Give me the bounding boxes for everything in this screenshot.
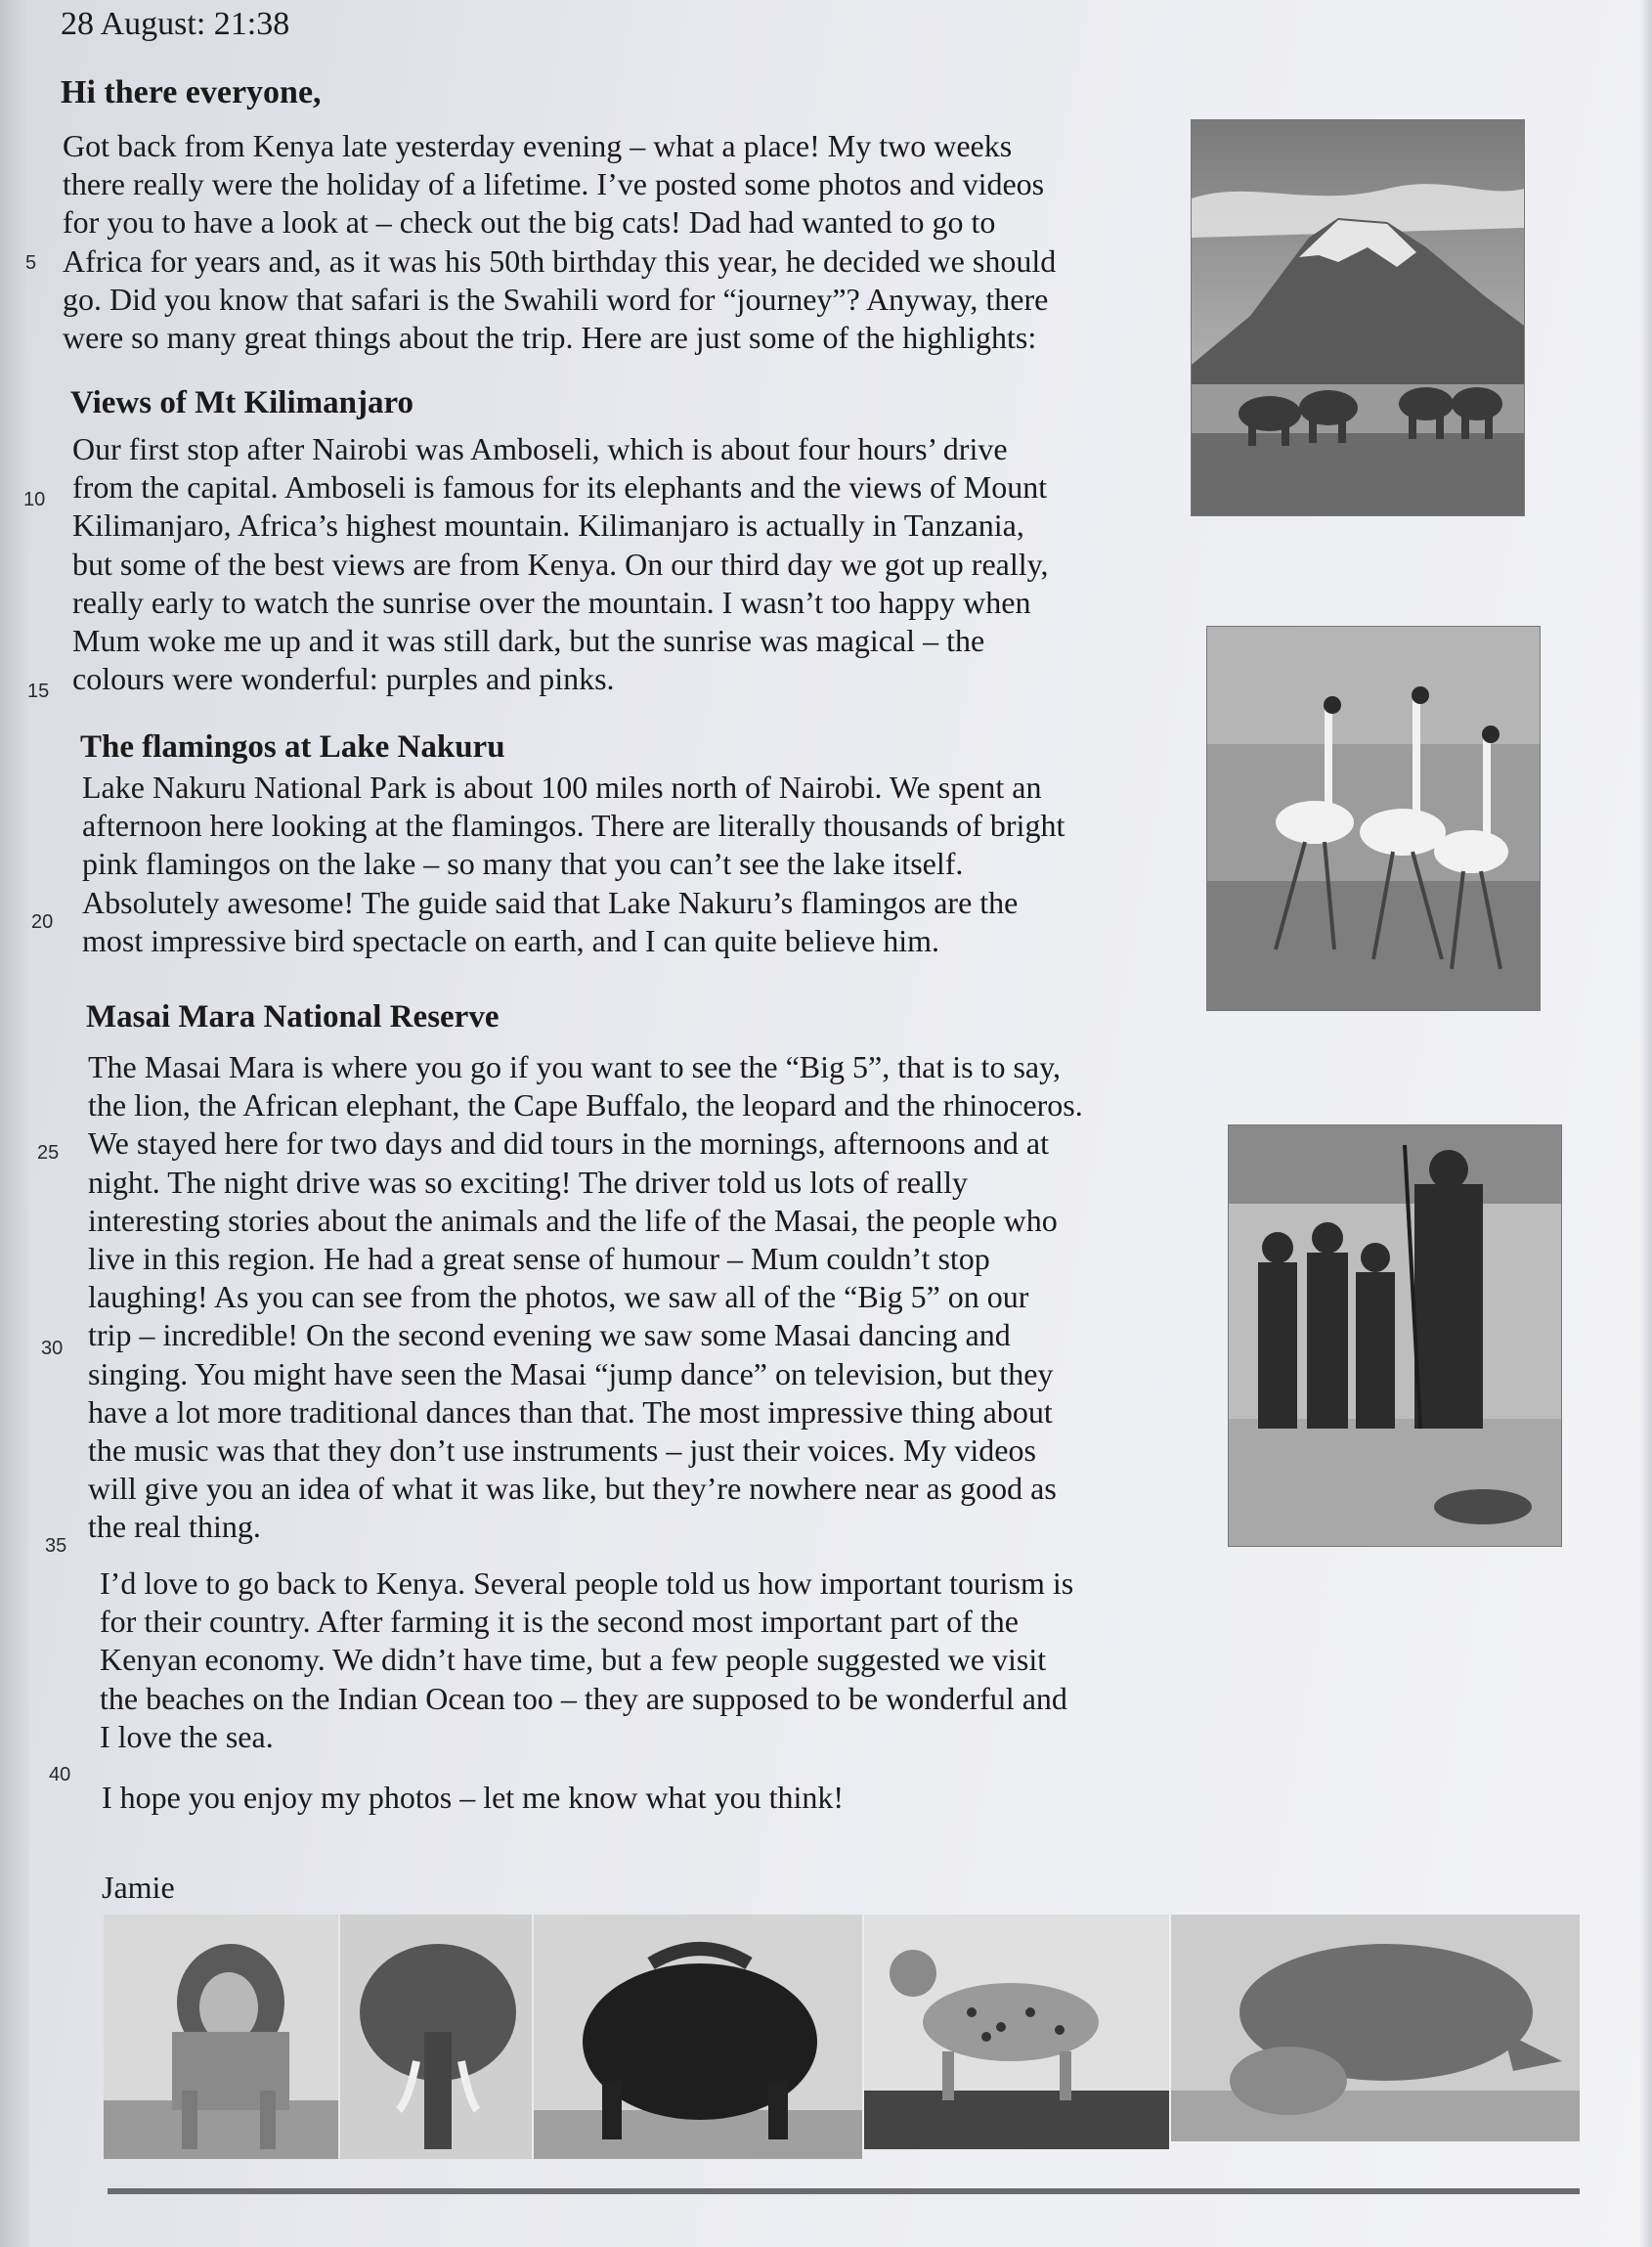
text-line: Africa for years and, as it was his 50th birthday this year, he decided we should	[63, 242, 1057, 279]
text-line: trip – incredible! On the second evening we saw some Masai dancing and	[88, 1317, 1011, 1353]
signoff-line: I hope you enjoy my photos – let me know what you think!	[102, 1780, 845, 1815]
text-line: from the capital. Amboseli is famous for its elephants and the views of Mount	[72, 469, 1048, 506]
text-line: Absolutely awesome! The guide said that Lake Nakuru’s flamingos are the	[82, 884, 1019, 920]
text-line: I’d love to go back to Kenya. Several people told us how important tourism is	[100, 1565, 1074, 1601]
text-line: The Masai Mara is where you go if you want to see the “Big 5”, that is to say,	[88, 1049, 1062, 1084]
text-line: We stayed here for two days and did tours in the mornings, afternoons and at	[88, 1125, 1049, 1162]
closing-paragraph	[100, 1564, 1073, 1756]
text-line: most impressive bird spectacle on earth, and I can quite believe him.	[82, 922, 940, 958]
intro-paragraph	[63, 127, 1056, 357]
text-line: Our first stop after Nairobi was Amboseli, which is about four hours’ drive	[72, 431, 1008, 466]
text-line: Lake Nakuru National Park is about 100 miles north of Nairobi. We spent an	[82, 770, 1042, 805]
text-line: interesting stories about the animals and the life of the Masai, the people who	[88, 1202, 1058, 1238]
greeting: Hi there everyone,	[61, 74, 322, 110]
text-line: night. The night drive was so exciting! The driver told us lots of really	[88, 1164, 968, 1200]
line-number: 25	[37, 1142, 60, 1164]
lion-photo	[104, 1915, 338, 2159]
text-line: have a lot more traditional dances than that. The most impressive thing about	[88, 1393, 1053, 1430]
flamingos-paragraph	[82, 769, 1065, 960]
signature: Jamie	[102, 1870, 175, 1905]
text-line: Kilimanjaro, Africa’s highest mountain. Kilimanjaro is actually in Tanzania,	[72, 507, 1024, 544]
masai-people-photo	[1228, 1124, 1562, 1547]
line-number: 35	[45, 1535, 67, 1557]
text-line: the music was that they don’t use instruments – just their voices. My videos	[88, 1432, 1036, 1469]
section-heading-masai-mara: Masai Mara National Reserve	[86, 999, 500, 1035]
text-line: were so many great things about the trip. Here are just some of the highlights:	[63, 320, 1037, 356]
text-line: the real thing.	[88, 1509, 261, 1545]
bottom-rule	[108, 2188, 1580, 2194]
text-line: Mum woke me up and it was still dark, but the sunrise was magical – the	[72, 623, 985, 659]
flamingos-photo	[1206, 626, 1541, 1011]
text-line: afternoon here looking at the flamingos. There are literally thousands of bright	[82, 808, 1065, 844]
text-line: will give you an idea of what it was like, but they’re nowhere near as good as	[88, 1471, 1057, 1507]
line-number: 10	[23, 489, 46, 510]
line-number: 15	[27, 681, 50, 702]
page-edge	[1640, 0, 1652, 2247]
line-number: 20	[31, 911, 54, 933]
line-number: 30	[41, 1338, 64, 1359]
text-line: really early to watch the sunrise over the mountain. I wasn’t too happy when	[72, 584, 1031, 620]
line-number: 40	[49, 1764, 71, 1785]
elephant-photo	[340, 1915, 532, 2159]
text-line: pink flamingos on the lake – so many that you can’t see the lake itself.	[82, 846, 964, 882]
kilimanjaro-photo	[1191, 119, 1525, 516]
text-line: colours were wonderful: purples and pinks.	[72, 661, 615, 697]
text-line: the lion, the African elephant, the Cape Buffalo, the leopard and the rhinoceros.	[88, 1087, 1083, 1124]
line-number: 5	[25, 252, 37, 274]
text-line: I love the sea.	[100, 1718, 274, 1754]
text-line: for you to have a look at – check out the big cats! Dad had wanted to go to	[63, 204, 996, 241]
leopard-photo	[864, 1915, 1169, 2149]
text-line: singing. You might have seen the Masai “jump dance” on television, but they	[88, 1355, 1054, 1391]
rhinoceros-photo	[1171, 1915, 1580, 2141]
section-heading-kilimanjaro: Views of Mt Kilimanjaro	[70, 385, 414, 420]
text-line: Got back from Kenya late yesterday evening – what a place! My two weeks	[63, 128, 1013, 163]
text-line: go. Did you know that safari is the Swahili word for “journey”? Anyway, there	[63, 281, 1049, 317]
page-shadow	[0, 0, 29, 2247]
text-line: the beaches on the Indian Ocean too – they are supposed to be wonderful and	[100, 1680, 1067, 1716]
text-line: Kenyan economy. We didn’t have time, but a few people suggested we visit	[100, 1642, 1047, 1678]
text-line: but some of the best views are from Kenya. On our third day we got up really,	[72, 546, 1049, 582]
big-five-photo-strip	[104, 1915, 1580, 2159]
buffalo-photo	[534, 1915, 862, 2159]
masai-mara-paragraph	[88, 1048, 1083, 1547]
post-date: 28 August: 21:38	[61, 6, 290, 42]
kilimanjaro-paragraph	[72, 430, 1049, 698]
text-line: laughing! As you can see from the photos, we saw all of the “Big 5” on our	[88, 1279, 1029, 1315]
text-line: for their country. After farming it is the second most important part of the	[100, 1604, 1019, 1640]
section-heading-flamingos: The flamingos at Lake Nakuru	[80, 729, 505, 765]
text-line: live in this region. He had a great sense of humour – Mum couldn’t stop	[88, 1241, 990, 1277]
text-line: there really were the holiday of a lifetime. I’ve posted some photos and videos	[63, 166, 1045, 202]
